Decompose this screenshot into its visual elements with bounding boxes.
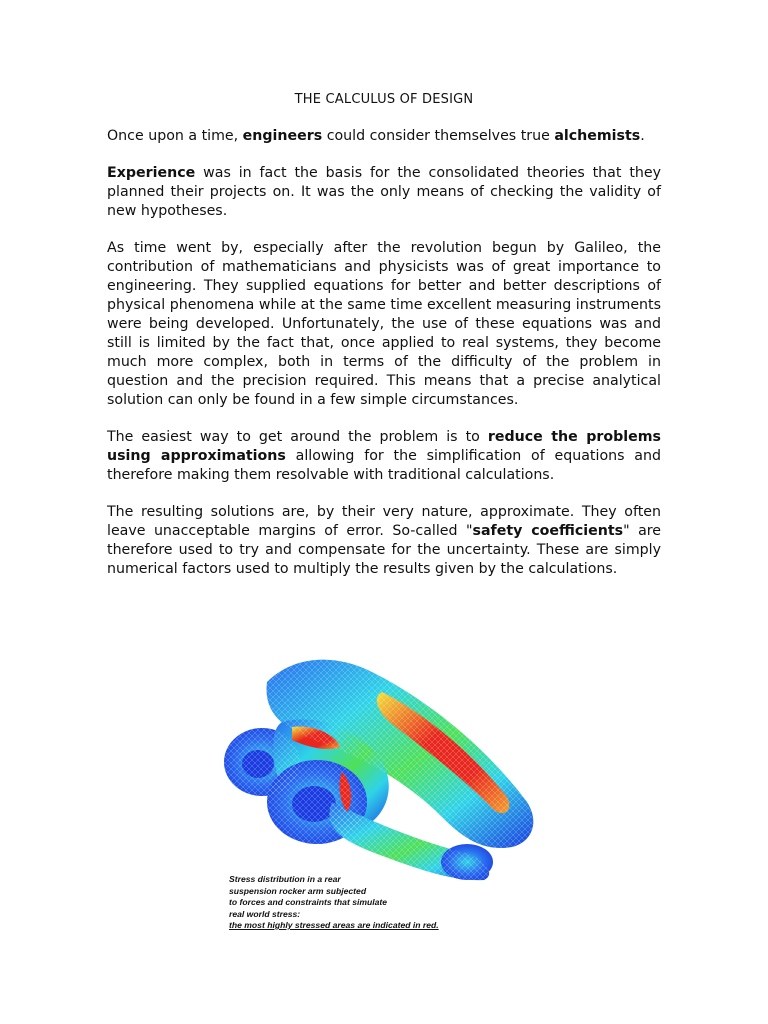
term-alchemists: alchemists <box>554 128 641 144</box>
paragraph-3: As time went by, especially after the revolution begun by Galileo, the contribution of mathematicians and physicists was of great importance to engineering. They supplied equations for better and better descriptions of physical phenomena while at the same time excellent measuring instruments were being developed. Unfortunately, the use of these equations was and still is limited by the fact that, once applied to real systems, they become much more complex, both in terms of the difficulty of the problem in question and the precision required. This means that a precise analytical solution can only be found in a few simple circumstances. <box>107 240 661 408</box>
document-title: THE CALCULUS OF DESIGN <box>294 92 474 107</box>
caption-line: suspension rocker arm subjected <box>229 885 367 896</box>
caption-line: real world stress: <box>229 908 301 919</box>
term-engineers: engineers <box>242 128 323 144</box>
caption-line: to forces and constraints that simulate <box>229 897 388 907</box>
stress-figure <box>222 652 552 942</box>
paragraph-5: The resulting solutions are, by their very nature, approximate. They often leave unacceptable margins of error. So-called "safety coefficients" are therefore used to try and compensate for the uncertainty. These are simply numerical factors used to multiply the results given by the calculations. <box>107 504 662 577</box>
rocker-arm-stress-image <box>222 652 552 882</box>
figure-caption <box>229 874 439 932</box>
document-body <box>107 127 661 597</box>
caption-highlight: the most highly stressed areas are indicated in red. <box>229 920 439 930</box>
term-reduce-problems: reduce the problems using approximations <box>107 429 662 464</box>
term-experience: Experience <box>107 165 196 181</box>
paragraph-4: The easiest way to get around the problem is to reduce the problems using approximations allowing for the simplification of equations and therefore making them resolvable with traditional calculations. <box>107 429 662 483</box>
paragraph-1: Once upon a time, engineers could consider themselves true alchemists. <box>107 128 645 144</box>
term-safety-coefficients: safety coefficients <box>472 523 624 539</box>
caption-line: Stress distribution in a rear <box>229 874 341 884</box>
paragraph-2: Experience was in fact the basis for the consolidated theories that they planned their projects on. It was the only means of checking the validity of new hypotheses. <box>107 165 661 219</box>
